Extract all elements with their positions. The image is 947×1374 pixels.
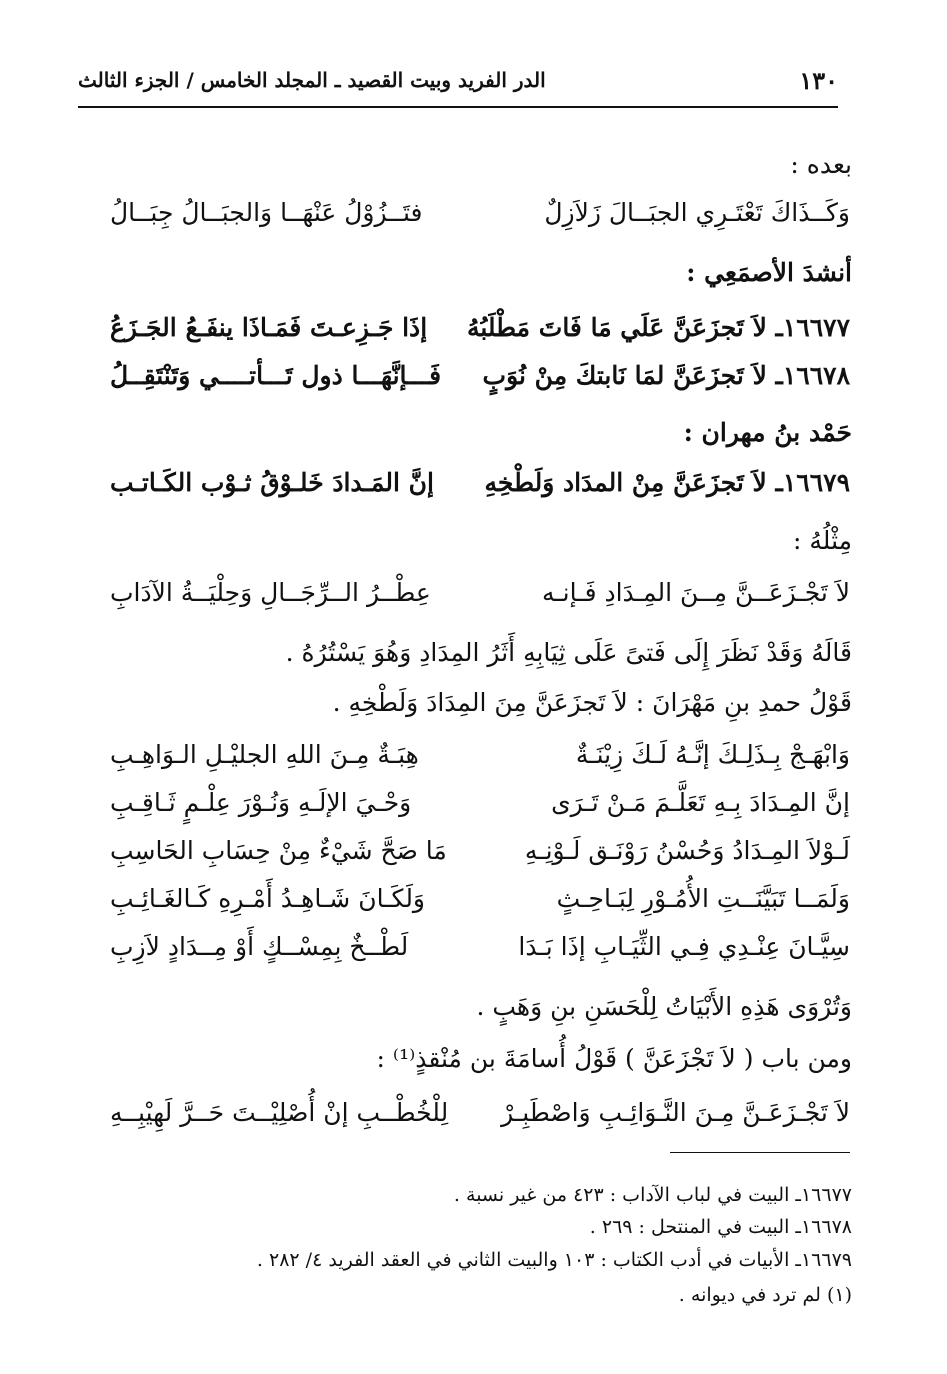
verse-line bbox=[110, 886, 850, 926]
verse-second-hemistich: عِطْــرُ الــرِّجَــالِ وَحِلْيَــةُ الآدَابِ bbox=[110, 578, 431, 607]
footnote-1: (١) لم ترد في ديوانه . bbox=[678, 1284, 852, 1306]
verse-first-hemistich: ١٦٦٧٧ـ لاَ تَجزَعَنَّ عَلَي مَا فَاتَ مَطْلَبُهُ bbox=[466, 313, 850, 342]
verse-line-16677 bbox=[110, 315, 850, 355]
prose-line: قَالَهُ وَقَدْ نَظَرَ إِلَى فَتىً عَلَى ثِيَابِهِ أَثَرُ المِدَادِ وَهُوَ يَسْتُرُهُ . bbox=[285, 638, 852, 667]
intro-line-similar: مِثْلُهُ : bbox=[793, 526, 852, 555]
verse-first-hemistich: لاَ تَجْـزَعَــنَّ مِــنَ المِـدَادِ فَـإنـه bbox=[541, 578, 850, 607]
verse-second-hemistich: إنَّ المَـدادَ خَلـوْقُ ثـوْب الكَـاتـب bbox=[110, 468, 434, 497]
verse-second-hemistich: هِبَـةٌ مِـنَ اللهِ الجليْـلِ الـوَاهِـبِ bbox=[110, 740, 419, 769]
verse-second-hemistich: فَـــإنَّهَـــا ذول تَـــأتــــي وَتَنْتَقِــلُ bbox=[110, 361, 442, 390]
poet-heading-asmai: أنشدَ الأصمَعِي : bbox=[686, 258, 852, 287]
footnote-16677: ١٦٦٧٧ـ البيت في لباب الآداب : ٤٢٣ من غير نسبة . bbox=[453, 1184, 852, 1206]
page-header bbox=[78, 58, 838, 108]
verse-second-hemistich: لَطْــخٌ بِمِسْــكٍ أَوْ مِــدَادٍ لاَزِبِ bbox=[110, 932, 409, 961]
verse-first-hemistich: سِيَّـانَ عِنْـدِي فِـي الثِّيَـابِ إذَا بَـدَا bbox=[518, 932, 850, 961]
verse-first-hemistich: لَـوْلاَ المِـدَادُ وَحُسْنُ رَوْنَـق لَـوْنِـهِ bbox=[524, 836, 850, 865]
footnote-16678: ١٦٦٧٨ـ البيت في المنتحل : ٢٦٩ . bbox=[589, 1216, 852, 1238]
verse-second-hemistich: وَحْـيَ الإلَـهِ وَنُـوْرَ عِلْـمٍ ثَـاقِـبِ bbox=[110, 788, 412, 817]
verse-second-hemistich: لِلْخُطْــبِ إنْ أُصْلِيْــتَ حَــرَّ لَهِيْبِــهِ bbox=[110, 1098, 449, 1127]
verse-first-hemistich: إنَّ المِـدَادَ بِـهِ تَعَلَّـمَ مَـنْ تَـرَى bbox=[551, 788, 850, 817]
prose-line: وَتُرْوَى هَذِهِ الأَبْيَاتُ لِلْحَسَنِ بنِ وَهَبٍ . bbox=[476, 992, 852, 1021]
footnote-divider bbox=[670, 1152, 850, 1153]
running-title: الدر الفريد وبيت القصيد ـ المجلد الخامس / الجزء الثالث bbox=[78, 68, 546, 92]
verse-first-hemistich: وَابْهَـجْ بِـذَلِـكَ إنَّـهُ لَـكَ زِيْنَـةٌ bbox=[575, 740, 850, 769]
poet-heading-hamd: حَمْد بنُ مهران : bbox=[683, 418, 852, 447]
verse-first-hemistich: ١٦٦٧٩ـ لاَ تَجزَعَنَّ مِنْ المدَاد وَلَطْخِهِ bbox=[484, 468, 850, 497]
verse-line bbox=[110, 934, 850, 974]
verse-line bbox=[110, 580, 850, 620]
verse-first-hemistich: وَكَــذَاكَ تَعْتَـرِي الجبَــالَ زَلاَزِلٌ bbox=[544, 198, 850, 227]
footnote-16679: ١٦٦٧٩ـ الأبيات في أدب الكتاب : ١٠٣ والبيت الثاني في العقد الفريد ٤/ ٢٨٢ . bbox=[256, 1249, 852, 1271]
verse-first-hemistich: وَلَمَــا تَبَيَّنَــتِ الأُمُـوْرِ لِبَـاحِـثٍ bbox=[556, 884, 850, 913]
verse-second-hemistich: وَلَكَـانَ شَـاهِـدُ أَمْـرِهِ كَـالغَـائِـبِ bbox=[110, 884, 426, 913]
verse-first-hemistich: ١٦٦٧٨ـ لاَ تَجزَعَنَّ لمَا نَابتكَ مِنْ نُوَبٍ bbox=[482, 361, 850, 390]
verse-line bbox=[110, 1100, 850, 1140]
verse-line-16678 bbox=[110, 363, 850, 403]
verse-first-hemistich: لاَ تَجْـزَعَـنَّ مِـنَ النَّـوَائِـبِ وَاصْطَبِـرْ bbox=[501, 1098, 850, 1127]
verse-second-hemistich: إذَا جَـزِعـتَ فَمَـاذَا ينفَـعُ الجَـزَعُ bbox=[110, 313, 428, 342]
verse-second-hemistich: مَا صَحَّ شَيْءٌ مِنْ حِسَابِ الحَاسِبِ bbox=[110, 836, 447, 865]
verse-line bbox=[110, 200, 850, 240]
prose-line: ومن باب ( لاَ تَجْزَعَنَّ ) قَوْلُ أُسامَةَ بن مُنْقذٍ⁽¹⁾ : bbox=[376, 1044, 852, 1073]
verse-line bbox=[110, 742, 850, 782]
verse-line bbox=[110, 838, 850, 878]
intro-line-after-it: بعده : bbox=[790, 150, 852, 179]
verse-second-hemistich: فتَــزُوْلُ عَنْهَــا وَالجبَــالُ جِبَــالُ bbox=[110, 198, 423, 227]
verse-line-16679 bbox=[110, 470, 850, 510]
verse-line bbox=[110, 790, 850, 830]
prose-line: قَوْلُ حمدِ بنِ مَهْرَانَ : لاَ تَجزَعَنَّ مِنَ المِدَادَ وَلَطْخِهِ . bbox=[332, 688, 852, 717]
page-number: ١٣٠ bbox=[799, 66, 838, 95]
